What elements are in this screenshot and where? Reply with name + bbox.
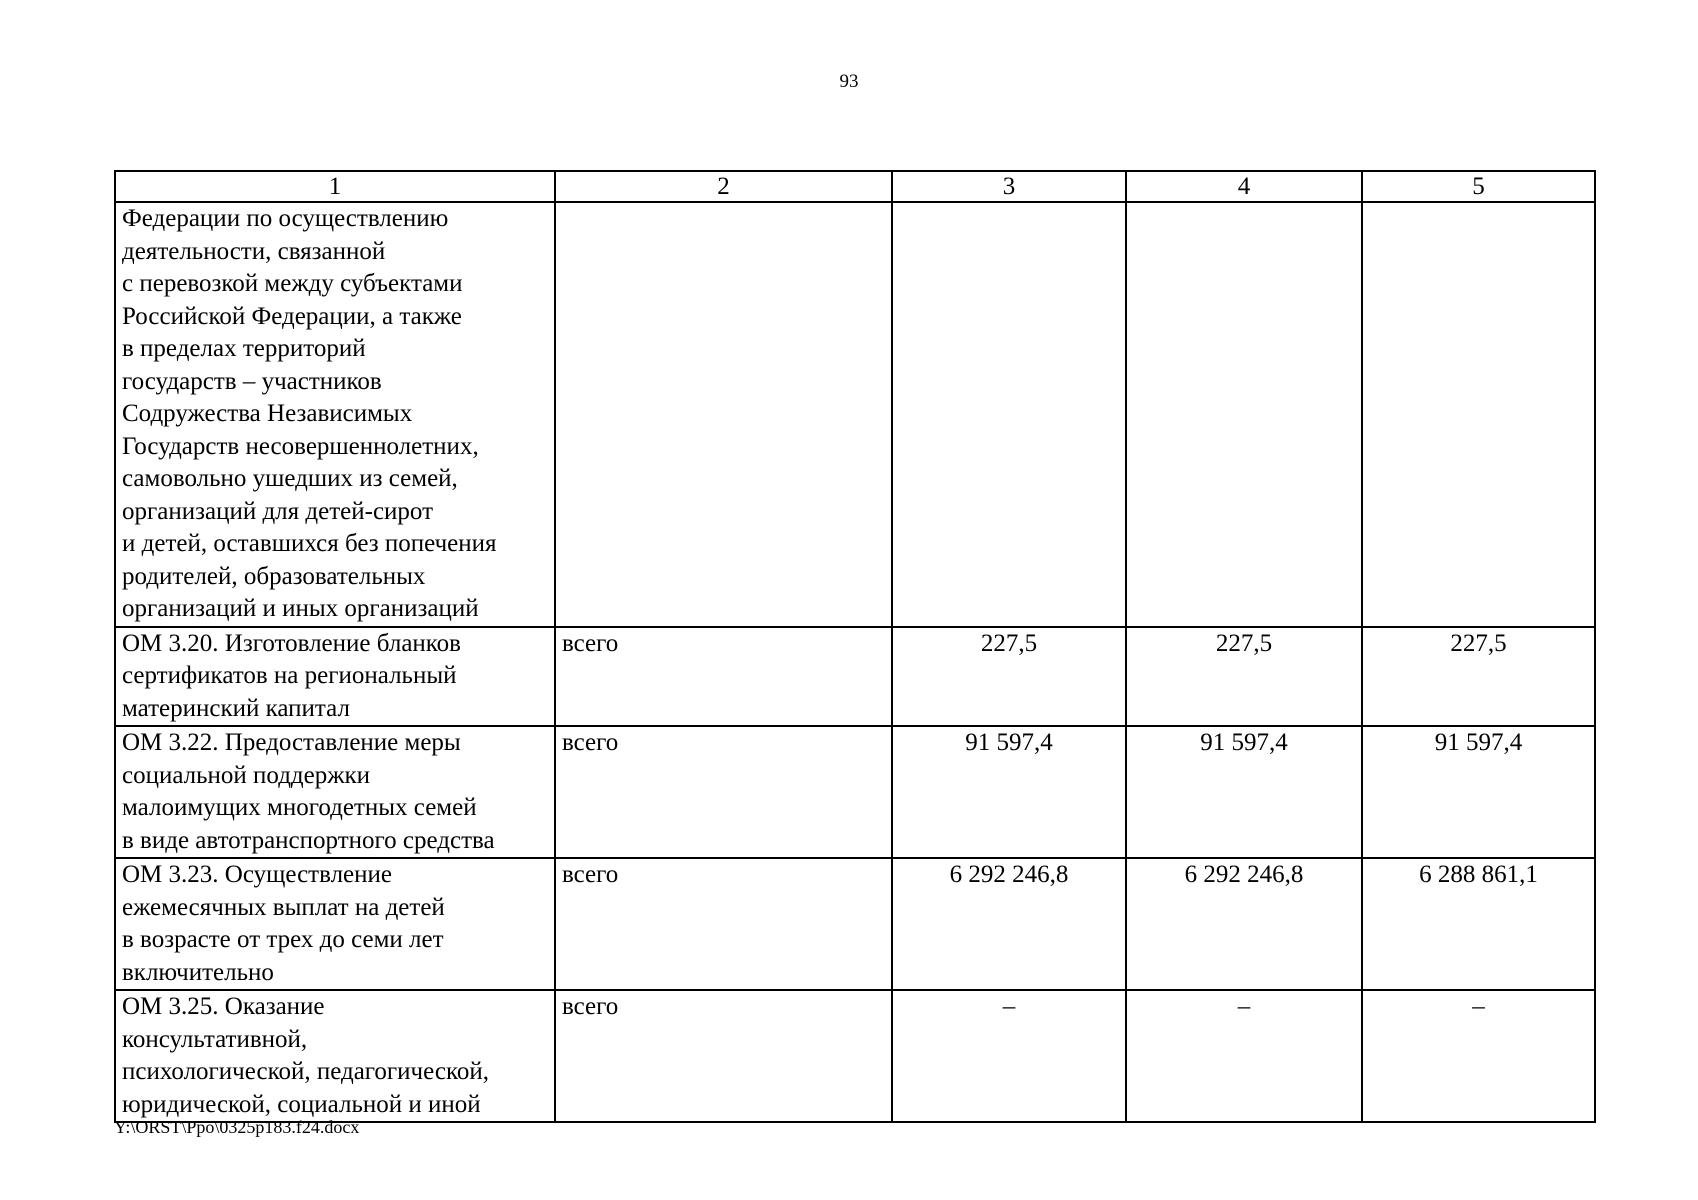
- funding-source-cell: всего: [555, 627, 892, 727]
- measure-name-cell: [115, 627, 555, 727]
- table-row: [115, 858, 1595, 990]
- measure-name-line: ОМ 3.25. Оказание: [122, 993, 325, 1020]
- value-cell-col3: 91 597,4: [892, 726, 1126, 858]
- measure-name-line: государств – участников: [122, 367, 382, 395]
- value-cell-col4: 91 597,4: [1126, 726, 1362, 858]
- table-row: [115, 990, 1595, 1122]
- funding-source-cell: всего: [555, 990, 892, 1122]
- value-cell-col5: 91 597,4: [1362, 726, 1595, 858]
- column-header: 3: [892, 171, 1126, 202]
- funding-source-cell: всего: [555, 726, 892, 858]
- measure-name-line: организаций для детей-сирот: [122, 497, 434, 525]
- value-cell-col5: 6 288 861,1: [1362, 858, 1595, 990]
- measure-name-line: консультативной,: [122, 1025, 308, 1053]
- measure-name-line: организаций и иных организаций: [122, 595, 479, 622]
- column-header: 2: [555, 171, 892, 202]
- measure-name-line: малоимущих многодетных семей: [122, 794, 477, 821]
- budget-table: [114, 170, 1596, 1123]
- table-row: [115, 726, 1595, 858]
- measure-name-line: деятельности, связанной: [122, 237, 386, 265]
- measure-name-line: материнский капитал: [122, 694, 350, 722]
- measure-name-line: Содружества Независимых: [122, 400, 413, 427]
- page-number: 93: [839, 71, 859, 92]
- measure-name-cell: [115, 858, 555, 990]
- measure-name-line: и детей, оставшихся без попечения: [122, 530, 497, 557]
- measure-name-line: Российской Федерации, а также: [122, 302, 462, 330]
- measure-name-line: включительно: [122, 958, 274, 986]
- measure-name-line: родителей, образовательных: [122, 562, 426, 590]
- table-header-row: [115, 171, 1595, 202]
- measure-name-line: в возрасте от трех до семи лет: [122, 926, 444, 953]
- column-header: 4: [1126, 171, 1362, 202]
- value-cell-col4: [1126, 202, 1362, 627]
- measure-name-cell: [115, 990, 555, 1122]
- measure-name-line: социальной поддержки: [122, 761, 371, 789]
- value-cell-col5: [1362, 202, 1595, 627]
- table-row: [115, 202, 1595, 627]
- table-row: [115, 627, 1595, 727]
- value-cell-col4: 227,5: [1126, 627, 1362, 727]
- funding-source-cell: [555, 202, 892, 627]
- file-path-footer: Y:\ORST\Ppo\0325p183.f24.docx: [114, 1117, 360, 1137]
- measure-name-line: с перевозкой между субъектами: [122, 270, 463, 297]
- value-cell-col3: –: [892, 990, 1126, 1122]
- measure-name-line: самовольно ушедших из семей,: [122, 465, 458, 492]
- value-cell-col5: –: [1362, 990, 1595, 1122]
- value-cell-col4: 6 292 246,8: [1126, 858, 1362, 990]
- measure-name-line: психологической, педагогической,: [122, 1058, 489, 1085]
- measure-name-line: в виде автотранспортного средства: [122, 826, 495, 854]
- value-cell-col3: 227,5: [892, 627, 1126, 727]
- value-cell-col3: [892, 202, 1126, 627]
- column-header: 1: [115, 171, 555, 202]
- column-header: 5: [1362, 171, 1595, 202]
- measure-name-cell: [115, 726, 555, 858]
- measure-name-line: сертификатов на региональный: [122, 662, 457, 689]
- measure-name-line: ОМ 3.22. Предоставление меры: [122, 729, 461, 756]
- measure-name-line: ОМ 3.20. Изготовление бланков: [122, 629, 461, 657]
- measure-name-cell: [115, 202, 555, 627]
- measure-name-line: в пределах территорий: [122, 335, 366, 362]
- value-cell-col3: 6 292 246,8: [892, 858, 1126, 990]
- value-cell-col4: –: [1126, 990, 1362, 1122]
- measure-name-line: ОМ 3.23. Осуществление: [122, 861, 392, 888]
- measure-name-line: ежемесячных выплат на детей: [122, 893, 445, 921]
- measure-name-line: Государств несовершеннолетних,: [122, 432, 479, 460]
- measure-name-line: юридической, социальной и иной: [122, 1090, 481, 1118]
- funding-source-cell: всего: [555, 858, 892, 990]
- value-cell-col5: 227,5: [1362, 627, 1595, 727]
- measure-name-line: Федерации по осуществлению: [122, 205, 449, 232]
